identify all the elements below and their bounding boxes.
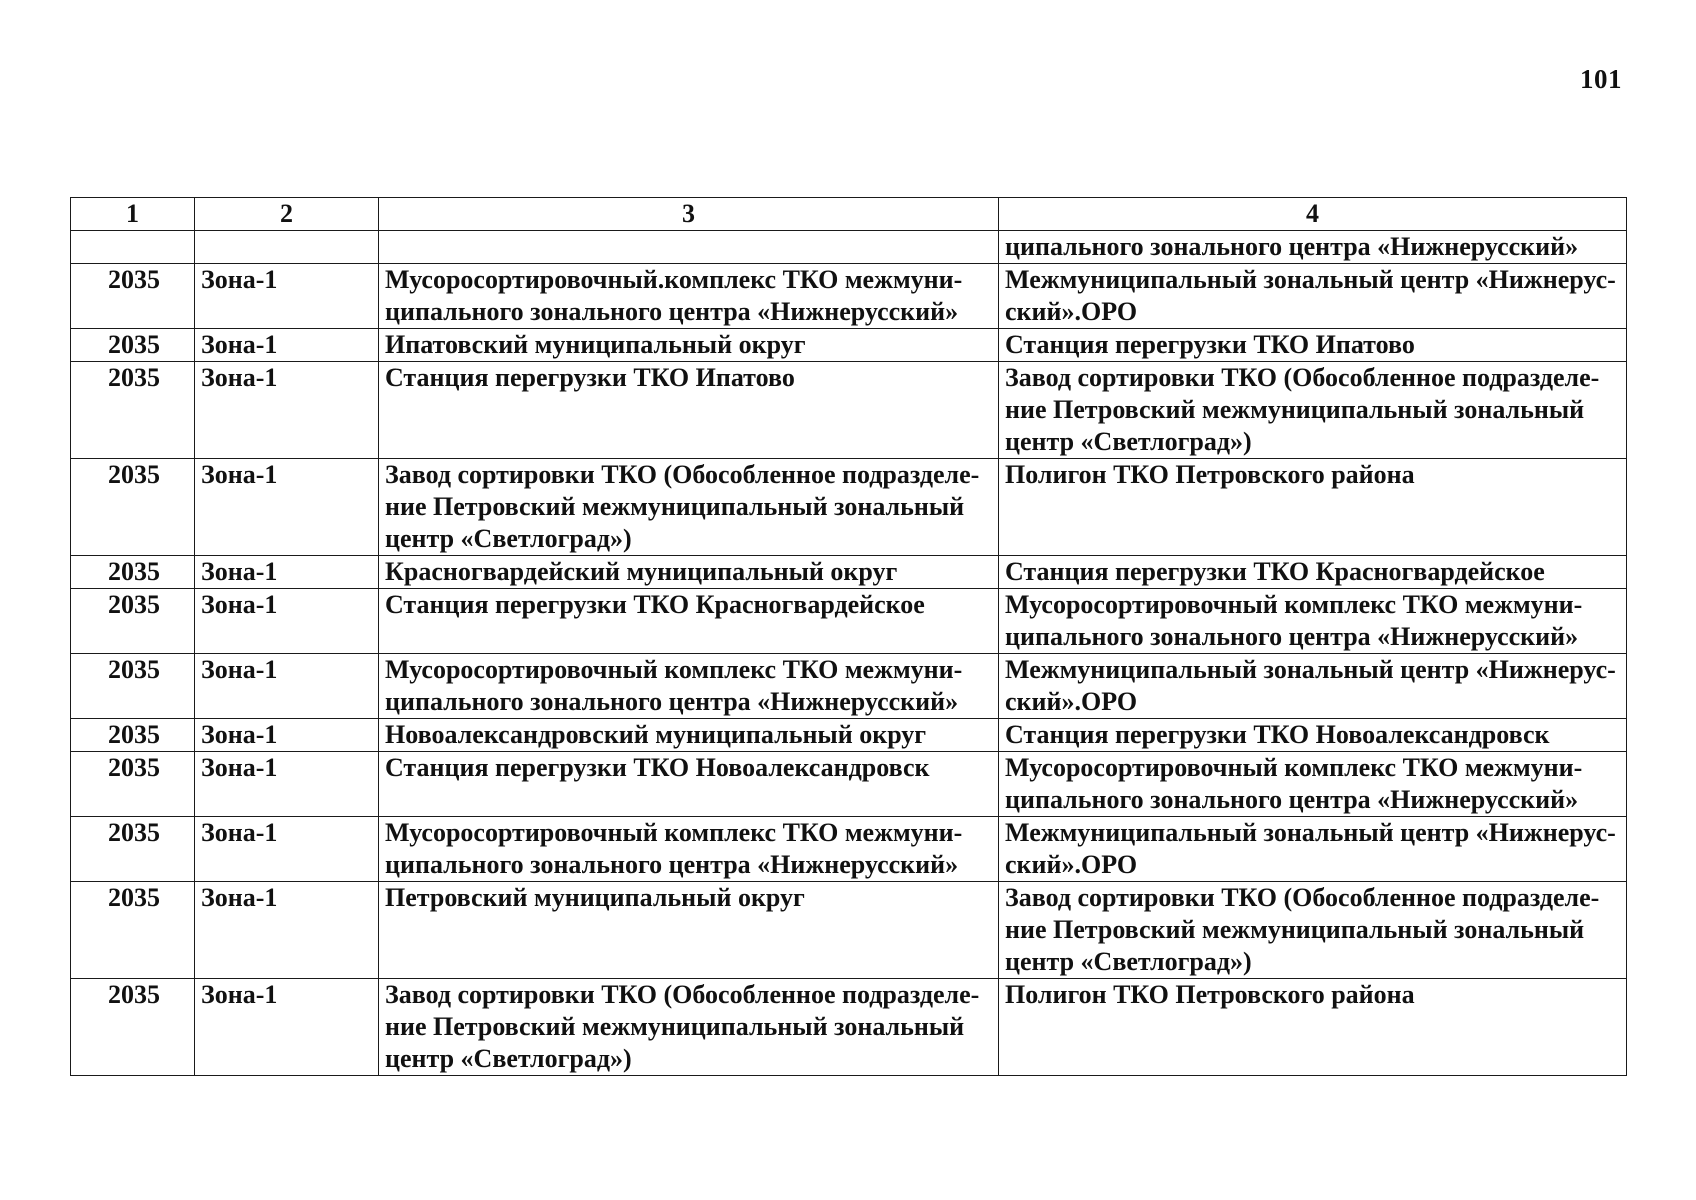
year-cell: 2035 — [71, 556, 195, 589]
cell-text-line: Станция перегрузки ТКО Новоалександровск — [385, 753, 930, 782]
destination-object-cell — [999, 231, 1627, 264]
cell-text-line: Завод сортировки ТКО (Обособленное подразделе- — [1005, 883, 1600, 912]
zone-cell — [195, 231, 379, 264]
cell-text-line: ципального зонального центра «Нижнерусский» — [1005, 232, 1579, 261]
table-row — [71, 459, 1627, 556]
zone-cell: Зона-1 — [195, 752, 379, 817]
cell-text-line: ский».ОРО — [1005, 297, 1138, 326]
source-object-cell — [379, 264, 999, 329]
cell-text-line: ние Петровский межмуниципальный зональный — [1005, 915, 1585, 944]
cell-text-line: ципального зонального центра «Нижнерусский» — [385, 297, 959, 326]
source-object-cell — [379, 362, 999, 459]
cell-text-line: Станция перегрузки ТКО Новоалександровск — [1005, 720, 1550, 749]
destination-object-cell — [999, 752, 1627, 817]
zone-cell: Зона-1 — [195, 264, 379, 329]
source-object-cell — [379, 752, 999, 817]
zone-cell: Зона-1 — [195, 882, 379, 979]
cell-text-line: ципального зонального центра «Нижнерусский» — [1005, 622, 1579, 651]
table-row — [71, 719, 1627, 752]
destination-object-cell — [999, 654, 1627, 719]
destination-object-cell — [999, 882, 1627, 979]
destination-object-cell — [999, 362, 1627, 459]
year-cell: 2035 — [71, 459, 195, 556]
column-header-4: 4 — [999, 198, 1627, 231]
table-row — [71, 654, 1627, 719]
table-row — [71, 264, 1627, 329]
table-body — [71, 198, 1627, 1076]
source-object-cell — [379, 589, 999, 654]
source-object-cell — [379, 979, 999, 1076]
table-row — [71, 817, 1627, 882]
cell-text-line: Станция перегрузки ТКО Ипатово — [385, 363, 795, 392]
cell-text-line: центр «Светлоград») — [1005, 947, 1252, 976]
source-object-cell — [379, 329, 999, 362]
source-object-cell — [379, 817, 999, 882]
document-table — [70, 197, 1627, 1076]
source-object-cell — [379, 882, 999, 979]
zone-cell: Зона-1 — [195, 654, 379, 719]
year-cell: 2035 — [71, 882, 195, 979]
destination-object-cell — [999, 264, 1627, 329]
cell-text-line: Ипатовский муниципальный округ — [385, 330, 806, 359]
cell-text-line: Завод сортировки ТКО (Обособленное подразделе- — [385, 980, 980, 1009]
zone-cell: Зона-1 — [195, 589, 379, 654]
destination-object-cell — [999, 719, 1627, 752]
cell-text-line: Станция перегрузки ТКО Ипатово — [1005, 330, 1415, 359]
table-row — [71, 979, 1627, 1076]
cell-text-line: Красногвардейский муниципальный округ — [385, 557, 898, 586]
cell-text-line: ский».ОРО — [1005, 850, 1138, 879]
column-header-3: 3 — [379, 198, 999, 231]
zone-cell: Зона-1 — [195, 979, 379, 1076]
cell-text-line: Завод сортировки ТКО (Обособленное подразделе- — [1005, 363, 1600, 392]
source-object-cell — [379, 231, 999, 264]
cell-text-line: Мусоросортировочный комплекс ТКО межмуни- — [1005, 590, 1583, 619]
table-row — [71, 752, 1627, 817]
destination-object-cell — [999, 329, 1627, 362]
zone-cell: Зона-1 — [195, 556, 379, 589]
zone-cell: Зона-1 — [195, 459, 379, 556]
cell-text-line: Станция перегрузки ТКО Красногвардейское — [385, 590, 925, 619]
destination-object-cell — [999, 817, 1627, 882]
zone-cell: Зона-1 — [195, 362, 379, 459]
table-row — [71, 231, 1627, 264]
source-object-cell — [379, 719, 999, 752]
cell-text-line: ципального зонального центра «Нижнерусский» — [385, 850, 959, 879]
table-row — [71, 882, 1627, 979]
column-header-2: 2 — [195, 198, 379, 231]
cell-text-line: ский».ОРО — [1005, 687, 1138, 716]
source-object-cell — [379, 556, 999, 589]
year-cell — [71, 231, 195, 264]
destination-object-cell — [999, 979, 1627, 1076]
source-object-cell — [379, 459, 999, 556]
column-header-1: 1 — [71, 198, 195, 231]
cell-text-line: ние Петровский межмуниципальный зональный — [1005, 395, 1585, 424]
page-number: 101 — [1580, 64, 1622, 94]
cell-text-line: Полигон ТКО Петровского района — [1005, 460, 1415, 489]
year-cell: 2035 — [71, 979, 195, 1076]
table-row — [71, 329, 1627, 362]
table-row — [71, 362, 1627, 459]
year-cell: 2035 — [71, 817, 195, 882]
cell-text-line: Межмуниципальный зональный центр «Нижнерус- — [1005, 818, 1616, 847]
year-cell: 2035 — [71, 719, 195, 752]
cell-text-line: Станция перегрузки ТКО Красногвардейское — [1005, 557, 1545, 586]
cell-text-line: Петровский муниципальный округ — [385, 883, 805, 912]
cell-text-line: ципального зонального центра «Нижнерусский» — [385, 687, 959, 716]
zone-cell: Зона-1 — [195, 719, 379, 752]
year-cell: 2035 — [71, 362, 195, 459]
cell-text-line: центр «Светлоград») — [1005, 427, 1252, 456]
zone-cell: Зона-1 — [195, 329, 379, 362]
year-cell: 2035 — [71, 752, 195, 817]
cell-text-line: Полигон ТКО Петровского района — [1005, 980, 1415, 1009]
destination-object-cell — [999, 589, 1627, 654]
year-cell: 2035 — [71, 654, 195, 719]
cell-text-line: центр «Светлоград») — [385, 524, 632, 553]
cell-text-line: Мусоросортировочный комплекс ТКО межмуни- — [385, 655, 963, 684]
cell-text-line: Завод сортировки ТКО (Обособленное подразделе- — [385, 460, 980, 489]
zone-cell: Зона-1 — [195, 817, 379, 882]
cell-text-line: центр «Светлоград») — [385, 1044, 632, 1073]
table-header-row — [71, 198, 1627, 231]
cell-text-line: ние Петровский межмуниципальный зональный — [385, 492, 965, 521]
destination-object-cell — [999, 556, 1627, 589]
cell-text-line: Межмуниципальный зональный центр «Нижнерус- — [1005, 265, 1616, 294]
table-row — [71, 556, 1627, 589]
year-cell: 2035 — [71, 329, 195, 362]
cell-text-line: ципального зонального центра «Нижнерусский» — [1005, 785, 1579, 814]
cell-text-line: Новоалександровский муниципальный округ — [385, 720, 927, 749]
cell-text-line: Мусоросортировочный.комплекс ТКО межмуни- — [385, 265, 963, 294]
year-cell: 2035 — [71, 264, 195, 329]
source-object-cell — [379, 654, 999, 719]
destination-object-cell — [999, 459, 1627, 556]
cell-text-line: Мусоросортировочный комплекс ТКО межмуни- — [385, 818, 963, 847]
year-cell: 2035 — [71, 589, 195, 654]
table-row — [71, 589, 1627, 654]
cell-text-line: Межмуниципальный зональный центр «Нижнерус- — [1005, 655, 1616, 684]
cell-text-line: Мусоросортировочный комплекс ТКО межмуни- — [1005, 753, 1583, 782]
cell-text-line: ние Петровский межмуниципальный зональный — [385, 1012, 965, 1041]
